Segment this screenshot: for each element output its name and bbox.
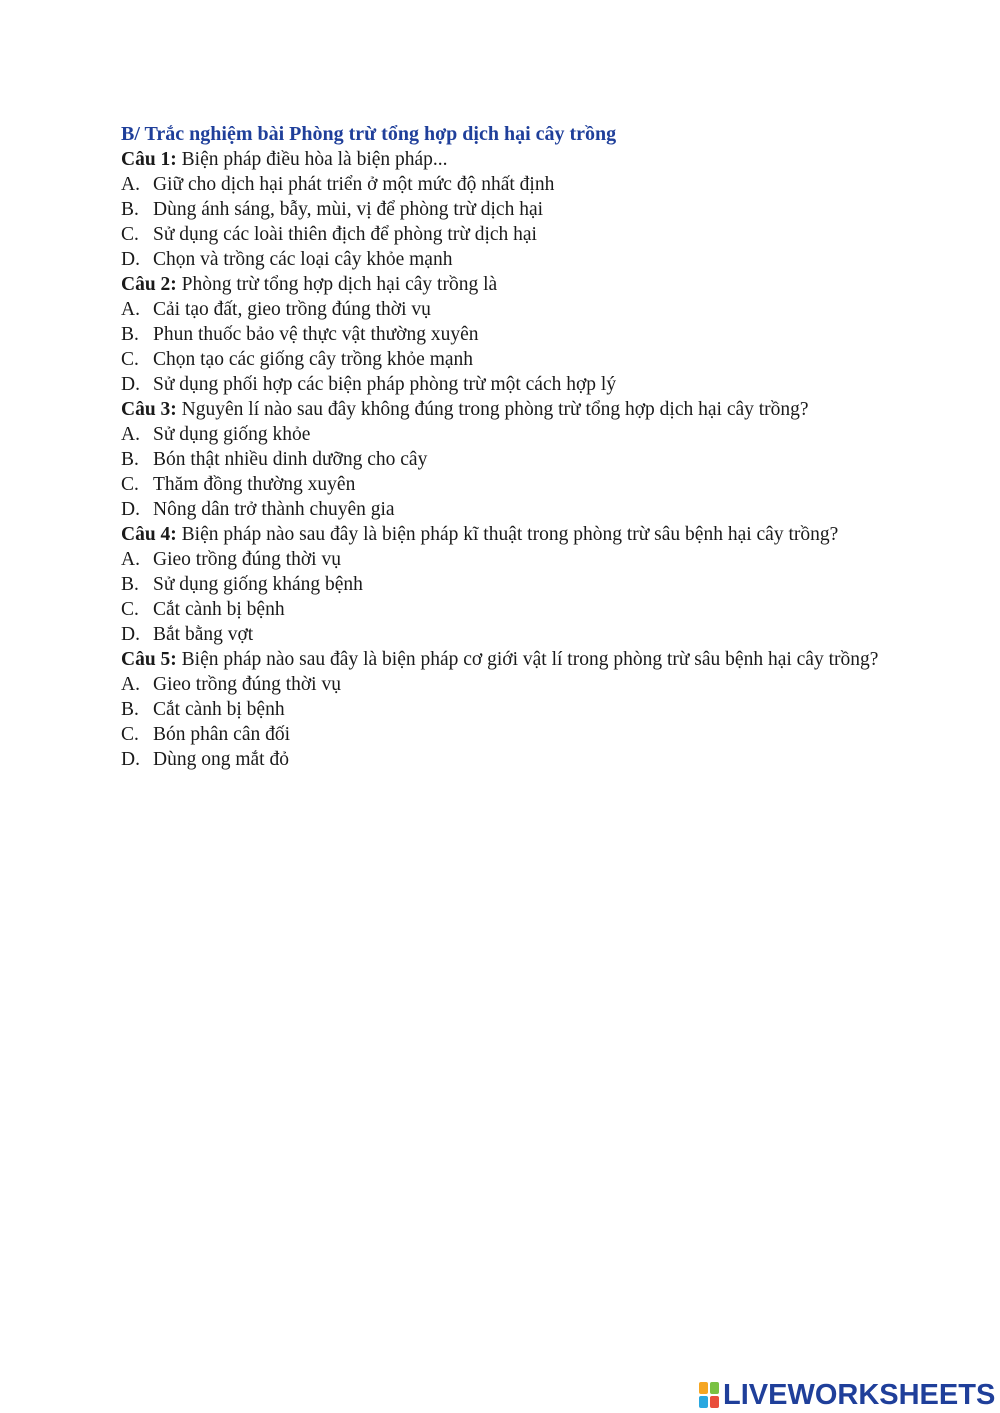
option-text: Sử dụng các loài thiên địch để phòng trừ dịch hại [153,224,537,245]
question-4 [121,522,881,547]
question-text: Biện pháp nào sau đây là biện pháp cơ giới vật lí trong phòng trừ sâu bệnh hại cây trồng? [176,649,879,670]
question-text: Nguyên lí nào sau đây không đúng trong phòng trừ tổng hợp dịch hại cây trồng? [176,399,809,420]
option-text: Chọn tạo các giống cây trồng khỏe mạnh [153,349,474,370]
answer-option[interactable] [121,497,881,522]
option-letter: C. [121,474,139,495]
question-text: Phòng trừ tổng hợp dịch hại cây trồng là [176,274,498,295]
answer-option[interactable] [121,247,881,272]
option-text: Sử dụng giống kháng bệnh [153,574,363,595]
option-letter: B. [121,699,139,720]
option-letter: A. [121,299,140,320]
answer-option[interactable] [121,197,881,222]
answer-option[interactable] [121,297,881,322]
option-text: Chọn và trồng các loại cây khỏe mạnh [153,249,453,270]
question-text: Biện pháp điều hòa là biện pháp... [176,149,448,170]
option-letter: D. [121,374,140,395]
option-letter: A. [121,674,140,695]
answer-option[interactable] [121,347,881,372]
option-text: Dùng ánh sáng, bẫy, mùi, vị để phòng trừ dịch hại [153,199,544,220]
option-letter: A. [121,549,140,570]
option-text: Cắt cành bị bệnh [153,599,285,620]
logo-square-1 [699,1382,708,1394]
option-letter: C. [121,224,139,245]
option-text: Gieo trồng đúng thời vụ [153,674,341,695]
option-text: Gieo trồng đúng thời vụ [153,549,341,570]
answer-option[interactable] [121,722,881,747]
answer-option[interactable] [121,622,881,647]
answer-option[interactable] [121,447,881,472]
question-5 [121,647,881,672]
answer-option[interactable] [121,597,881,622]
answer-option[interactable] [121,747,881,772]
logo-square-2 [710,1382,719,1394]
option-letter: B. [121,199,139,220]
option-letter: D. [121,499,140,520]
option-text: Bón phân cân đối [153,724,291,745]
section-heading: B/ Trắc nghiệm bài Phòng trừ tổng hợp dịch hại cây trồng [121,123,617,145]
liveworksheets-logo-icon [698,1381,720,1409]
option-letter: C. [121,349,139,370]
question-label: Câu 4: [121,524,177,545]
answer-option[interactable] [121,672,881,697]
option-text: Nông dân trở thành chuyên gia [153,499,395,520]
option-text: Thăm đồng thường xuyên [153,474,356,495]
question-label: Câu 5: [121,649,177,670]
logo-square-3 [699,1396,708,1408]
option-letter: B. [121,574,139,595]
option-text: Bón thật nhiều dinh dưỡng cho cây [153,449,428,470]
option-text: Cắt cành bị bệnh [153,699,285,720]
option-letter: C. [121,599,139,620]
question-text: Biện pháp nào sau đây là biện pháp kĩ thuật trong phòng trừ sâu bệnh hại cây trồng? [176,524,839,545]
answer-option[interactable] [121,172,881,197]
option-letter: B. [121,449,139,470]
logo-text: LIVEWORKSHEETS [723,1379,996,1411]
question-2 [121,272,881,297]
option-text: Phun thuốc bảo vệ thực vật thường xuyên [153,324,479,345]
option-text: Giữ cho dịch hại phát triển ở một mức độ nhất định [153,174,555,195]
answer-option[interactable] [121,572,881,597]
logo-square-4 [710,1396,719,1408]
question-label: Câu 3: [121,399,177,420]
option-letter: D. [121,749,140,770]
option-text: Sử dụng giống khỏe [153,424,311,445]
question-label: Câu 1: [121,149,177,170]
quiz-content [121,122,881,772]
answer-option[interactable] [121,372,881,397]
option-letter: A. [121,424,140,445]
option-text: Bắt bằng vợt [153,624,254,645]
option-letter: B. [121,324,139,345]
option-letter: D. [121,249,140,270]
answer-option[interactable] [121,697,881,722]
answer-option[interactable] [121,422,881,447]
option-text: Sử dụng phối hợp các biện pháp phòng trừ một cách hợp lý [153,374,617,395]
answer-option[interactable] [121,547,881,572]
option-letter: A. [121,174,140,195]
option-letter: C. [121,724,139,745]
answer-option[interactable] [121,472,881,497]
question-1 [121,147,881,172]
question-label: Câu 2: [121,274,177,295]
option-text: Dùng ong mắt đỏ [153,749,289,770]
question-3 [121,397,881,422]
liveworksheets-logo [698,1378,998,1412]
option-text: Cải tạo đất, gieo trồng đúng thời vụ [153,299,431,320]
option-letter: D. [121,624,140,645]
answer-option[interactable] [121,322,881,347]
answer-option[interactable] [121,222,881,247]
question-list [121,147,881,772]
